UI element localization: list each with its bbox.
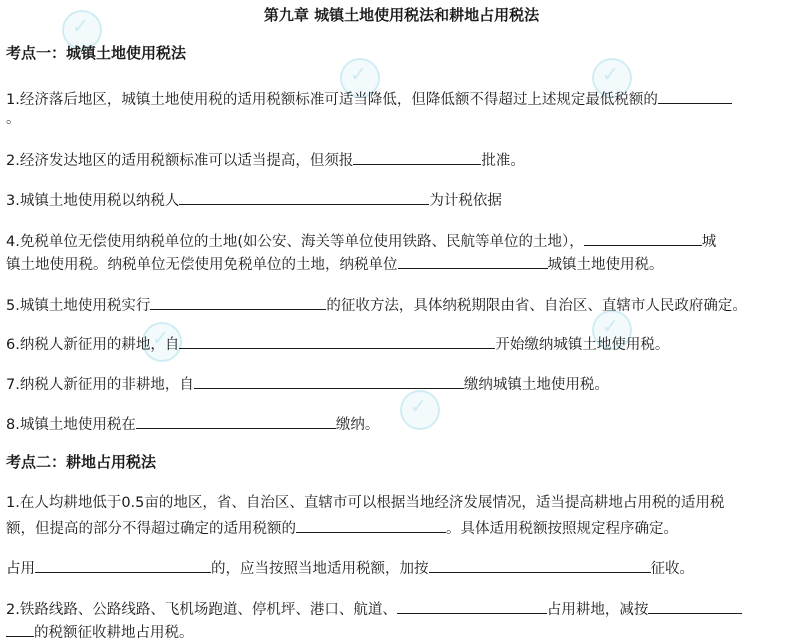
section-heading: 考点一：城镇土地使用税法 <box>6 44 187 62</box>
answer-blank[interactable] <box>658 86 732 104</box>
paragraph-1-line-2: 额，但提高的部分不得超过确定的适用税额的 。具体适用税额按照规定程序确定。 <box>6 515 678 540</box>
section-heading: 考点二：耕地占用税法 <box>6 453 157 471</box>
answer-blank[interactable] <box>150 292 326 310</box>
paragraph-1-line-1: 1.在人均耕地低于0.5亩的地区，省、自治区、直辖市可以根据当地经济发展情况，适当提高耕地占用税的适用税 <box>6 495 725 511</box>
answer-blank[interactable] <box>35 555 211 573</box>
question-1: 1.经济落后地区，城镇土地使用税的适用税额标准可适当降低，但降低额不得超过上述规定最低税额的 <box>6 86 732 111</box>
paragraph-3-line-2: 的税额征收耕地占用税。 <box>6 619 194 644</box>
answer-blank[interactable] <box>179 187 429 205</box>
question-4-line-2: 镇土地使用税。纳税单位无偿使用免税单位的土地，纳税单位 城镇土地使用税。 <box>6 251 664 276</box>
answer-blank[interactable] <box>429 555 651 573</box>
question-1-end: 。 <box>6 111 21 127</box>
answer-blank[interactable] <box>584 228 702 246</box>
question-5: 5.城镇土地使用税实行 的征收方法，具体纳税期限由省、自治区、直辖市人民政府确定。 <box>6 292 747 317</box>
paragraph-2: 占用 的，应当按照当地适用税额，加按 征收。 <box>6 555 694 580</box>
paragraph-3-line-1: 2.铁路线路、公路线路、飞机场跑道、停机坪、港口、航道、 占用耕地，减按 <box>6 596 742 621</box>
answer-blank[interactable] <box>136 411 336 429</box>
question-6: 6.纳税人新征用的耕地，自 开始缴纳城镇土地使用税。 <box>6 331 669 356</box>
answer-blank[interactable] <box>398 251 548 269</box>
answer-blank[interactable] <box>397 596 547 614</box>
question-4-line-1: 4.免税单位无偿使用纳税单位的土地(如公安、海关等单位使用铁路、民航等单位的土地）， 城 <box>6 228 716 253</box>
answer-blank[interactable] <box>353 147 481 165</box>
watermark-logo-icon <box>400 390 440 430</box>
page-title: 第九章 城镇土地使用税法和耕地占用税法 <box>263 6 540 24</box>
answer-blank[interactable] <box>648 596 742 614</box>
question-3: 3.城镇土地使用税以纳税人 为计税依据 <box>6 187 502 212</box>
question-7: 7.纳税人新征用的非耕地，自 缴纳城镇土地使用税。 <box>6 371 609 396</box>
answer-blank[interactable] <box>296 515 446 533</box>
answer-blank[interactable] <box>6 619 34 637</box>
answer-blank[interactable] <box>179 331 495 349</box>
question-2: 2.经济发达地区的适用税额标准可以适当提高，但须报 批准。 <box>6 147 525 172</box>
question-8: 8.城镇土地使用税在 缴纳。 <box>6 411 379 436</box>
answer-blank[interactable] <box>194 371 464 389</box>
